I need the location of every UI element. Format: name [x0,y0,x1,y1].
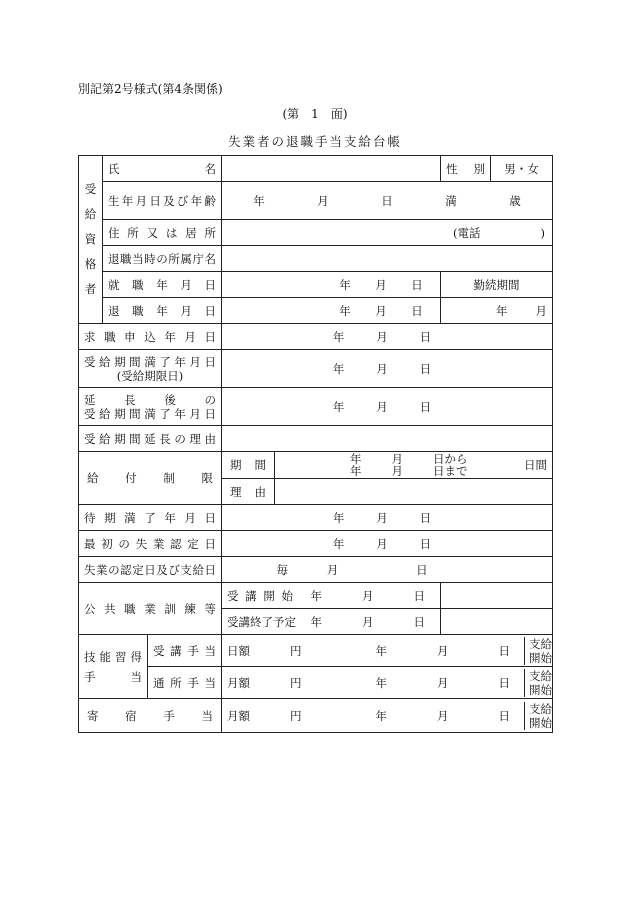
table-row [79,583,553,609]
phone-close: ) [540,225,545,240]
department-label: 退職当時の所属庁名 [103,246,222,272]
department-field[interactable] [222,246,553,272]
boarding-allowance-field[interactable]: 月額 円 年 月 日 支給 開始 [222,699,553,733]
table-row [79,531,553,557]
name-label: 氏名 [103,156,222,182]
hire-date-field[interactable]: 年 月 日 [222,272,441,298]
restriction-reason-field[interactable] [275,479,553,505]
year-unit: 年 [253,193,265,208]
restriction-reason-label: 理由 [222,479,275,505]
benefit-restriction-label: 給付制限 [79,452,222,505]
restriction-period-label: 期間 [222,452,275,479]
first-certification-label: 最初の失業認定日 [79,531,222,557]
training-label: 公共職業訓練等 [79,583,222,635]
commute-allowance-field[interactable]: 月額 円 年 月 日 支給 開始 [222,667,553,699]
extension-reason-label: 受給期間延長の理由 [79,426,222,452]
table-row [79,667,553,699]
extension-reason-field[interactable] [222,426,553,452]
table-row [79,156,553,182]
skill-allowance-label: 技能習得 手 当 [79,635,148,699]
extended-period-end-label: 延長後の 受給期間満了年月日 [79,388,222,426]
course-allowance-label: 受講手当 [148,635,222,667]
side-label: (第 1 面) [282,107,348,121]
table-row [79,272,553,298]
table-row [79,246,553,272]
extended-period-end-field[interactable]: 年 月 日 [222,388,553,426]
table-row [79,557,553,583]
phone-label: (電話 [453,225,481,240]
training-start-field[interactable]: 受講開始 年 月 日 [222,583,441,609]
table-row [79,220,553,246]
certification-payment-field[interactable]: 毎 月 日 [222,557,553,583]
table-row [79,635,553,667]
table-row [79,350,553,388]
table-row [79,699,553,733]
age-unit: 歳 [509,193,521,208]
hire-date-label: 就職年月日 [103,272,222,298]
days-unit: 日間 [524,458,547,472]
name-field[interactable] [222,156,441,182]
gender-label: 性別 [441,156,491,182]
day-unit: 日 [381,193,393,208]
month-unit: 月 [317,193,329,208]
gender-value[interactable]: 男・女 [491,156,553,182]
address-field[interactable] [222,220,553,246]
waiting-end-field[interactable]: 年 月 日 [222,505,553,531]
commute-allowance-label: 通所手当 [148,667,222,699]
benefit-period-end-label: 受給期間満了年月日 (受給期限日) [79,350,222,388]
form-number-label: 別記第2号様式(第4条関係) [78,82,223,96]
course-allowance-field[interactable]: 日額 円 年 月 日 支給 開始 [222,635,553,667]
service-period-label: 勤続期間 [441,272,553,298]
restriction-period-field[interactable]: 年 年 月 月 日から 日まで 日間 [275,452,553,479]
benefit-period-end-field[interactable]: 年 月 日 [222,350,553,388]
table-row [79,324,553,350]
table-row [79,388,553,426]
training-start-extra[interactable] [441,583,553,609]
retire-date-field[interactable]: 年 月 日 [222,298,441,324]
training-end-extra[interactable] [441,609,553,635]
address-label: 住所又は居所 [103,220,222,246]
waiting-end-label: 待期満了年月日 [79,505,222,531]
ledger-table [78,155,553,733]
table-row [79,298,553,324]
training-end-field[interactable]: 受講終了予定 年 月 日 [222,609,441,635]
form-title: 失業者の退職手当支給台帳 [227,134,402,149]
table-row [79,452,553,479]
certification-payment-label: 失業の認定日及び支給日 [79,557,222,583]
table-row [79,505,553,531]
table-row [79,426,553,452]
table-row [79,182,553,220]
recipient-group-label: 受 給 資 格 者 [79,156,103,324]
retire-date-label: 退職年月日 [103,298,222,324]
service-period-field[interactable]: 年 月 [441,298,553,324]
first-certification-field[interactable]: 年 月 日 [222,531,553,557]
job-application-label: 求職申込年月日 [79,324,222,350]
job-application-field[interactable]: 年 月 日 [222,324,553,350]
age-full: 満 [445,193,457,208]
birth-field[interactable] [222,182,553,220]
birth-label: 生年月日及び年齢 [103,182,222,220]
boarding-allowance-label: 寄宿手当 [79,699,222,733]
